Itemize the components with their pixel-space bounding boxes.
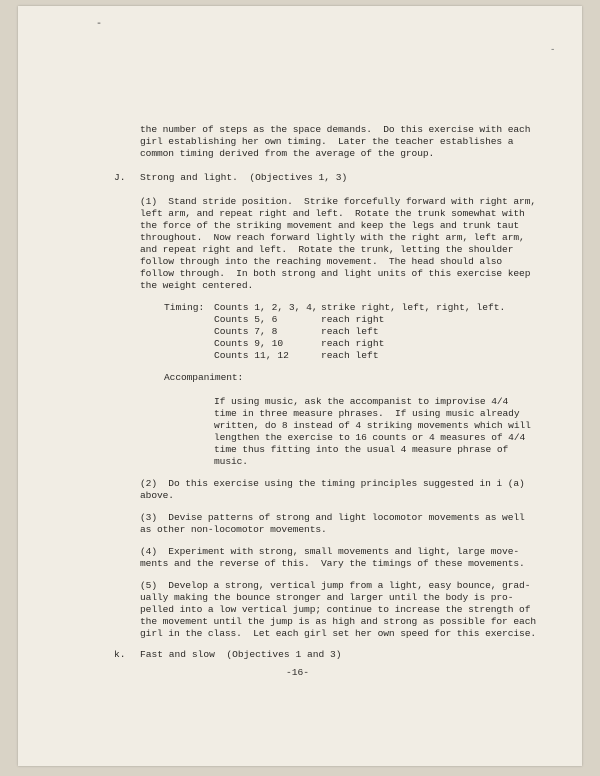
section-j-title: Strong and light. (Objectives 1, 3) [140, 172, 348, 183]
accompaniment-line: lengthen the exercise to 16 counts or 4 measures of 4/4 [214, 432, 526, 443]
timing-action: reach right [321, 314, 385, 325]
timing-action: reach left [321, 326, 379, 337]
para3-line: as other non-locomotor movements. [140, 524, 327, 535]
intro-line: the number of steps as the space demands. Do this exercise with each [140, 124, 531, 135]
para4-line: ments and the reverse of this. Vary the timings of these movements. [140, 558, 525, 569]
section-k-title: Fast and slow (Objectives 1 and 3) [140, 649, 342, 660]
timing-counts: Counts 1, 2, 3, 4, [214, 302, 318, 313]
intro-line: common timing derived from the average of the group. [140, 148, 435, 159]
para1-line: left arm, and repeat right and left. Rotate the trunk somewhat with [140, 208, 525, 219]
para1-line: and repeat right and left. Rotate the trunk, letting the shoulder [140, 244, 514, 255]
accompaniment-line: time in three measure phrases. If using music already [214, 408, 520, 419]
accompaniment-line: written, do 8 instead of 4 striking movements which will [214, 420, 531, 431]
timing-action: reach right [321, 338, 385, 349]
para5-line: girl in the class. Let each girl set her own speed for this exercise. [140, 628, 537, 639]
para3-line: (3) Devise patterns of strong and light locomotor movements as well [140, 512, 525, 523]
para5-line: ually making the bounce stronger and larger until the body is pro- [140, 592, 514, 603]
intro-line: girl establishing her own timing. Later the teacher establishes a [140, 136, 514, 147]
timing-counts: Counts 9, 10 [214, 338, 284, 349]
timing-label: Timing: [164, 302, 205, 313]
para2-line: above. [140, 490, 174, 501]
timing-counts: Counts 11, 12 [214, 350, 289, 361]
para4-line: (4) Experiment with strong, small movements and light, large move- [140, 546, 520, 557]
para5-line: the movement until the jump is as high and strong as possible for each [140, 616, 537, 627]
para1-line: the weight centered. [140, 280, 254, 291]
timing-counts: Counts 5, 6 [214, 314, 278, 325]
para1-line: follow through. In both strong and light units of this exercise keep [140, 268, 531, 279]
section-j-letter: J. [114, 172, 126, 183]
accompaniment-line: time thus fitting into the usual 4 measure phrase of [214, 444, 509, 455]
timing-action: strike right, left, right, left. [321, 302, 506, 313]
accompaniment-line: music. [214, 456, 248, 467]
para2-line: (2) Do this exercise using the timing principles suggested in i (a) [140, 478, 525, 489]
para1-line: follow through into the reaching movement. The head should also [140, 256, 503, 267]
document-page [18, 6, 582, 766]
section-k-letter: k. [114, 649, 126, 660]
para5-line: pelled into a low vertical jump; continue to increase the strength of [140, 604, 531, 615]
timing-counts: Counts 7, 8 [214, 326, 278, 337]
para1-line: (1) Stand stride position. Strike forcefully forward with right arm, [140, 196, 537, 207]
accompaniment-label: Accompaniment: [164, 372, 244, 383]
accompaniment-line: If using music, ask the accompanist to improvise 4/4 [214, 396, 509, 407]
timing-action: reach left [321, 350, 379, 361]
page-number: -16- [286, 667, 310, 678]
margin-mark-top-left: - [96, 19, 103, 30]
para5-line: (5) Develop a strong, vertical jump from a light, easy bounce, grad- [140, 580, 531, 591]
para1-line: the force of the striking movement and keep the legs and trunk taut [140, 220, 520, 231]
para1-line: throughout. Now reach forward lightly with the right arm, left arm, [140, 232, 525, 243]
margin-mark-top-right: - [550, 45, 556, 55]
